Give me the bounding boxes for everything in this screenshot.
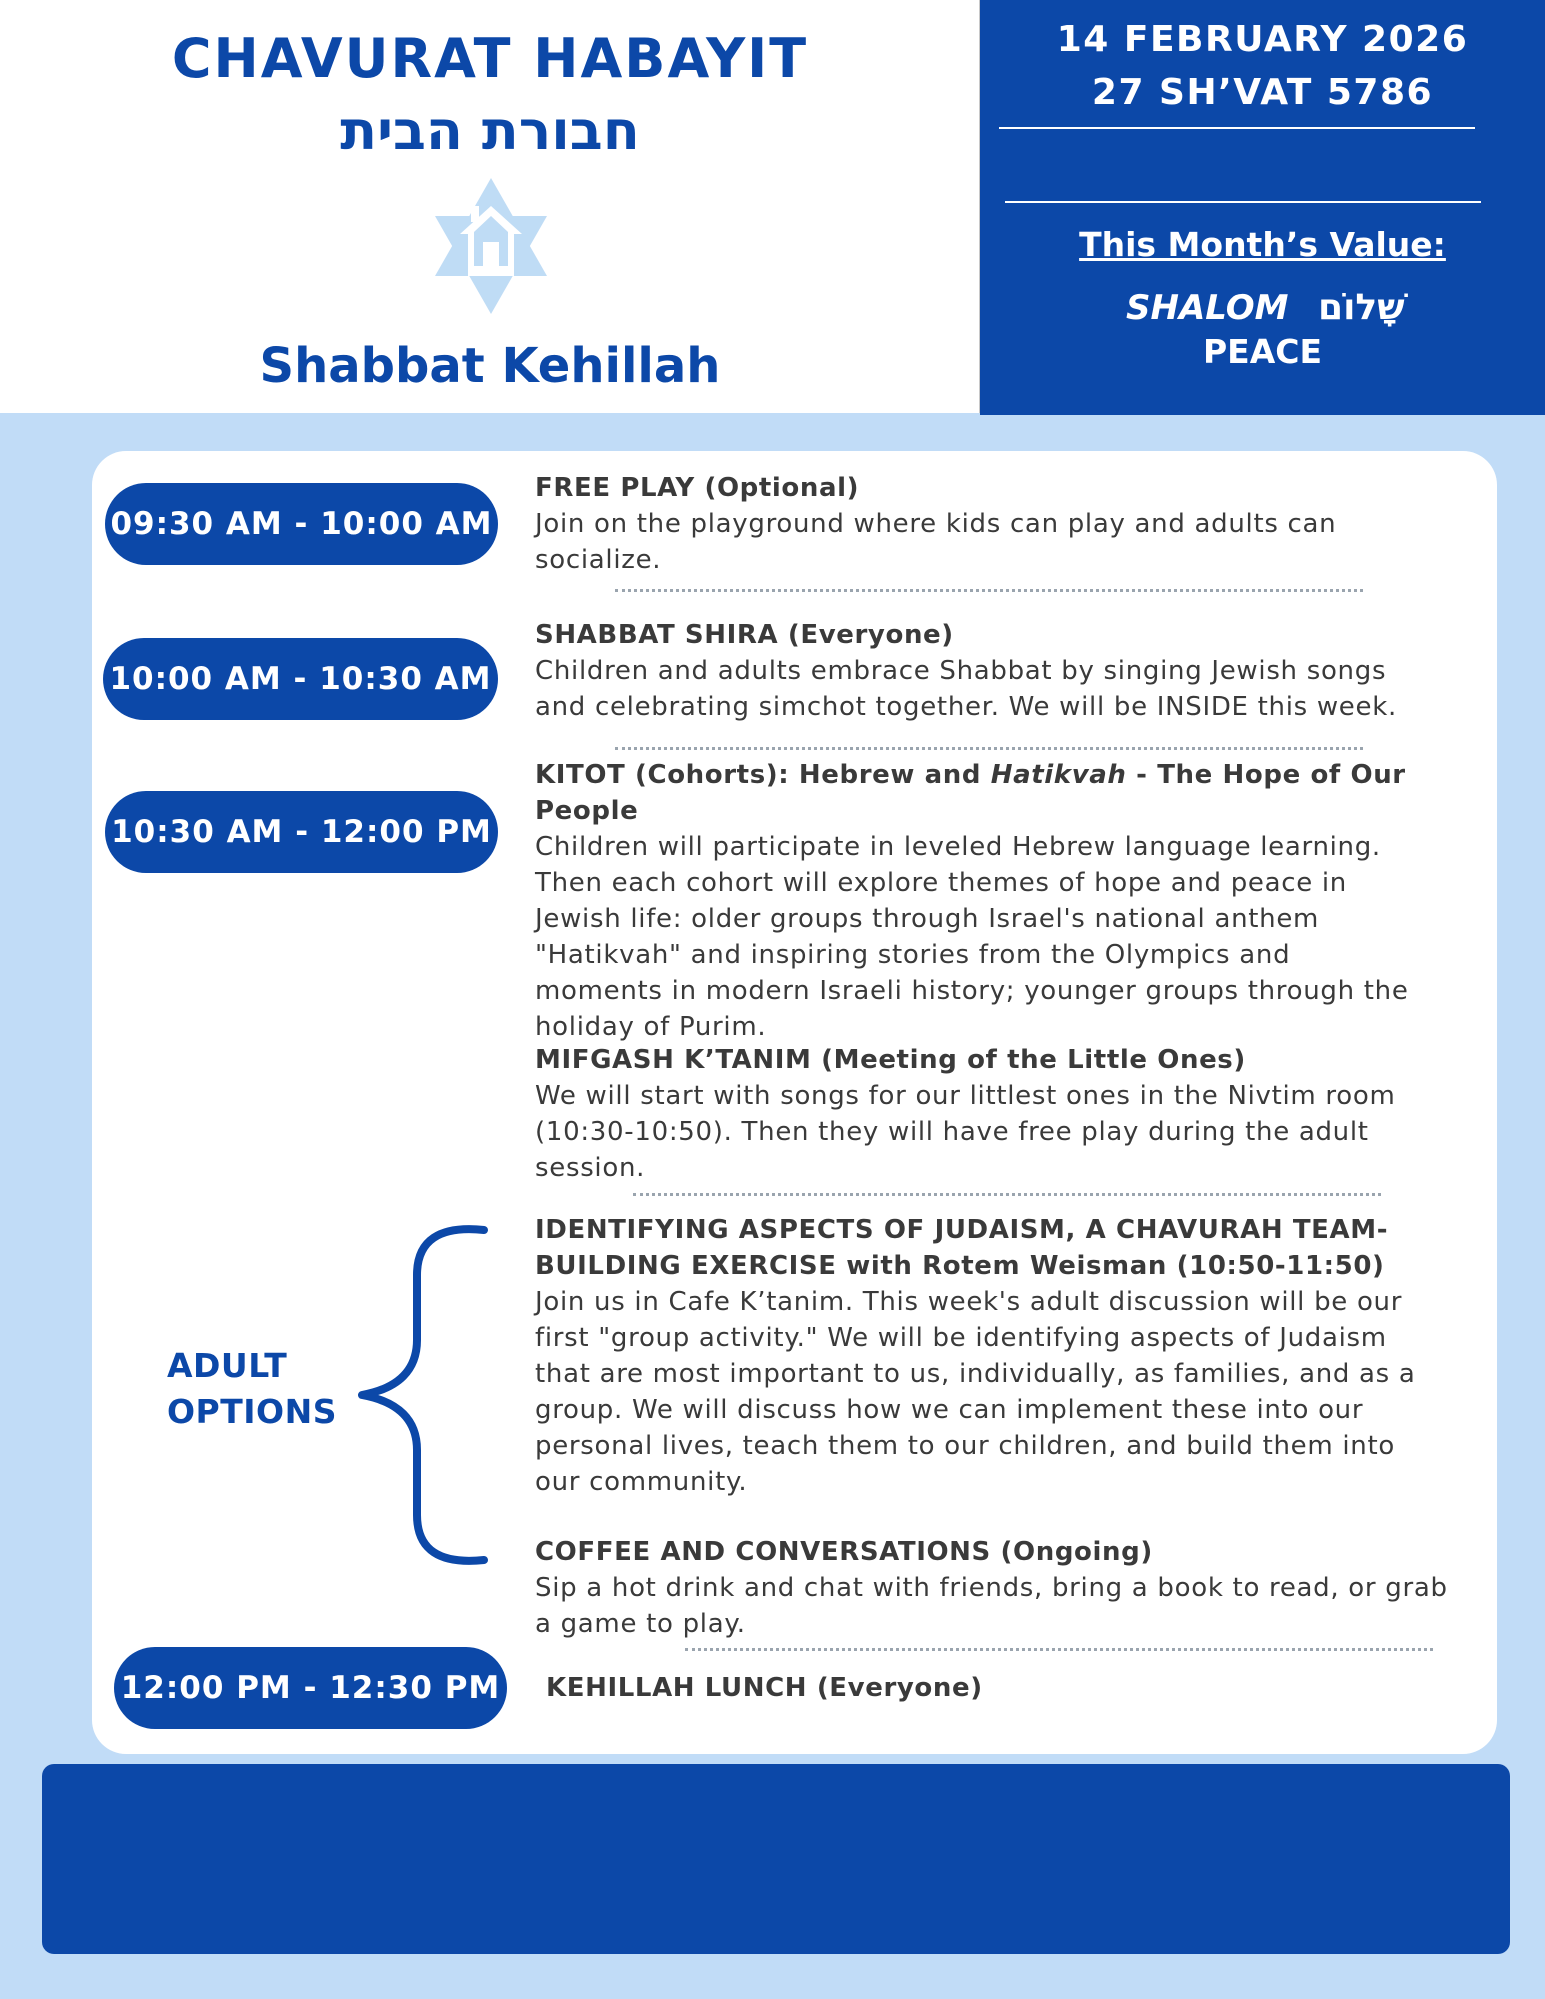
gregorian-date: 14 FEBRUARY 2026 [1056, 19, 1469, 60]
item-desc-line: We will start with songs for our littlest ones in the Nivtim room [535, 1081, 1396, 1111]
star-of-david-house-icon [426, 176, 556, 316]
item-desc-line: moments in modern Israeli history; younger groups through the [535, 976, 1409, 1006]
value-translation: PEACE [1202, 332, 1323, 371]
adult-option-item [535, 1212, 1465, 1500]
date-panel [980, 0, 1545, 415]
item-title-emphasis: Hatikvah [990, 760, 1127, 790]
item-title: MIFGASH K’TANIM (Meeting of the Little Ones) [535, 1045, 1246, 1075]
item-desc-line: and celebrating simchot together. We will be INSIDE this week. [535, 692, 1397, 722]
item-desc-line: Join on the playground where kids can play and adults can [535, 509, 1337, 539]
value-hebrew: שָׁלוֹם [1318, 287, 1405, 328]
item-desc-line: Children will participate in leveled Hebrew language learning. [535, 832, 1381, 862]
item-desc-line: (10:30-10:50). Then they will have free play during the adult [535, 1117, 1369, 1147]
item-title: SHABBAT SHIRA (Everyone) [535, 620, 954, 650]
item-title: COFFEE AND CONVERSATIONS (Ongoing) [535, 1537, 1153, 1567]
time-pill: 10:30 AM - 12:00 PM [105, 791, 498, 873]
adult-options-label-line: OPTIONS [167, 1392, 337, 1431]
dotted-divider [685, 1648, 1433, 1651]
schedule-item [535, 1042, 1465, 1186]
value-word: SHALOM [1126, 288, 1289, 328]
time-pill: 10:00 AM - 10:30 AM [103, 638, 498, 720]
item-title: KEHILLAH LUNCH (Everyone) [546, 1673, 983, 1703]
divider [1005, 201, 1481, 203]
item-desc-line: that are most important to us, individually, as families, and as a [535, 1359, 1416, 1389]
dotted-divider [633, 1193, 1381, 1196]
item-desc-line: Jewish life: older groups through Israel's national anthem [535, 904, 1320, 934]
item-desc-line: a game to play. [535, 1609, 746, 1639]
item-desc-line: first "group activity." We will be identifying aspects of Judaism [535, 1323, 1387, 1353]
divider [999, 127, 1475, 129]
value-heading: This Month’s Value: [1079, 225, 1446, 264]
dotted-divider [615, 747, 1363, 750]
schedule-item [535, 470, 1465, 578]
adult-option-item [535, 1534, 1465, 1642]
item-desc-line: session. [535, 1153, 646, 1183]
item-title: FREE PLAY (Optional) [535, 473, 860, 503]
schedule-item [546, 1670, 1476, 1706]
item-desc-line: socialize. [535, 545, 662, 575]
org-name-english: CHAVURAT HABAYIT [171, 27, 809, 90]
item-desc-line: Children and adults embrace Shabbat by singing Jewish songs [535, 656, 1387, 686]
schedule-item [535, 757, 1465, 1045]
item-desc-line: group. We will discuss how we can implement these into our [535, 1395, 1364, 1425]
adult-options-label [167, 1343, 337, 1435]
dotted-divider [615, 589, 1363, 592]
item-desc-line: our community. [535, 1467, 748, 1497]
item-title-part: - The Hope of Our People [535, 760, 1406, 826]
item-desc-line: holiday of Purim. [535, 1012, 767, 1042]
item-title-part: KITOT (Cohorts): Hebrew and [535, 760, 991, 790]
item-title-line: BUILDING EXERCISE with Rotem Weisman (10:50-11:50) [535, 1251, 1385, 1281]
item-desc-line: Sip a hot drink and chat with friends, bring a book to read, or grab [535, 1573, 1448, 1603]
schedule-item [535, 617, 1465, 725]
curly-brace-icon [352, 1220, 492, 1570]
item-title [535, 757, 1465, 829]
item-desc-line: "Hatikvah" and inspiring stories from the Olympics and [535, 940, 1291, 970]
item-desc-line: personal lives, teach them to our children, and build them into [535, 1431, 1395, 1461]
hebrew-date: 27 SH’VAT 5786 [1091, 72, 1434, 113]
item-title-line: IDENTIFYING ASPECTS OF JUDAISM, A CHAVURAH TEAM- [535, 1215, 1389, 1245]
header-panel [0, 0, 980, 413]
item-desc-line: Join us in Cafe K’tanim. This week's adult discussion will be our [535, 1287, 1403, 1317]
org-name-hebrew: חבורת הבית [340, 99, 640, 162]
item-desc-line: Then each cohort will explore themes of hope and peace in [535, 868, 1347, 898]
footer-bar [42, 1764, 1510, 1954]
time-pill: 09:30 AM - 10:00 AM [105, 483, 498, 565]
event-title: Shabbat Kehillah [259, 338, 721, 394]
adult-options-label-line: ADULT [167, 1346, 288, 1385]
time-pill: 12:00 PM - 12:30 PM [114, 1647, 507, 1729]
